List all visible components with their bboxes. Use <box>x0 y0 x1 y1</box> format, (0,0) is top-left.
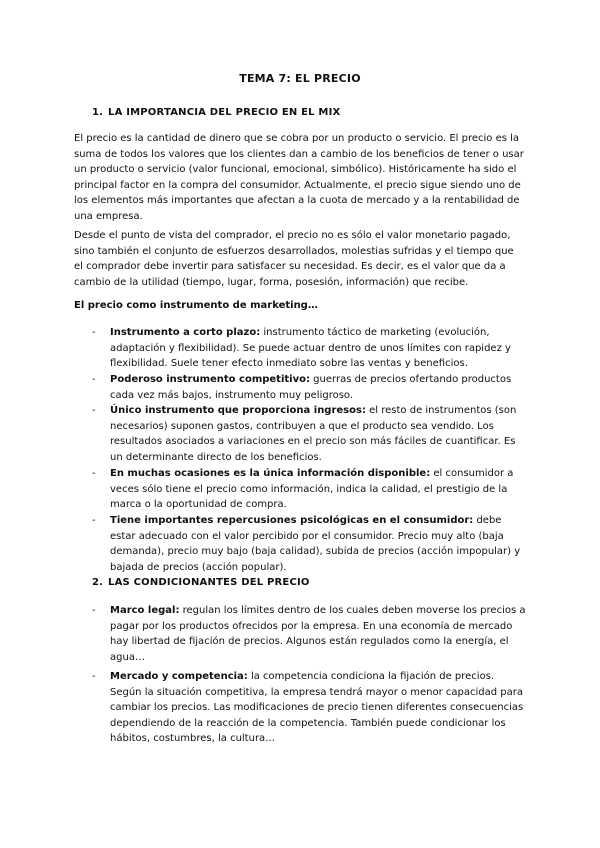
bullet-line: cada vez más bajos, instrumento muy peligroso. <box>110 389 354 401</box>
bullet-line: demanda), precio muy bajo (baja calidad), subida de precios (acción impopular) y <box>110 546 521 558</box>
paragraph-line: El precio es la cantidad de dinero que se cobra por un producto o servicio. El precio es la <box>74 133 520 144</box>
bullet-dash: - <box>92 374 96 385</box>
bullet-line: marca o la oportunidad de compra. <box>110 499 287 511</box>
bullet-dash: - <box>92 671 96 682</box>
bullet-line: dependiendo de la reacción de la competencia. También puede condicionar los <box>110 717 506 729</box>
bullet-line: Según la situación competitiva, la empresa tendrá mayor o menor capacidad para <box>110 686 524 698</box>
subheading-marketing-instrument: El precio como instrumento de marketing… <box>74 300 318 311</box>
paragraph-line: los elementos más importantes que afectan a la cuota de mercado y a la rentabilidad de <box>74 195 520 207</box>
section-1-title: LA IMPORTANCIA DEL PRECIO EN EL MIX <box>108 107 341 118</box>
bullet-line: flexibilidad. Suele tener efecto inmediato sobre las ventas y beneficios. <box>110 358 468 370</box>
paragraph-line: principal factor en la compra del consumidor. Actualmente, el precio sigue siendo uno de <box>74 179 521 191</box>
bullet-text: regulan los límites dentro de los cuales deben moverse los precios a <box>179 605 526 616</box>
bullet-bold-label: Marco legal: <box>110 605 180 616</box>
bullet-bold-label: Tiene importantes repercusiones psicológicas en el consumidor: <box>110 515 474 526</box>
bullet-line: veces sólo tiene el precio como información, indica la calidad, el prestigio de la <box>110 483 508 495</box>
bullet-text: instrumento táctico de marketing (evolución, <box>260 327 490 338</box>
bullet-line: bajada de precios (acción popular). <box>110 561 287 573</box>
section-1-heading <box>92 107 340 118</box>
bullet-line: pagar por los productos ofrecidos por la empresa. En una economía de mercado <box>110 620 513 632</box>
bullet-dash: - <box>92 405 96 416</box>
section-2-number: 2. <box>92 577 104 588</box>
bullet-dash: - <box>92 515 96 526</box>
paragraph-line: suma de todos los valores que los clientes dan a cambio de los beneficios de tener o usar <box>74 148 524 160</box>
paragraph-2 <box>74 228 534 290</box>
section-1-number: 1. <box>92 107 104 118</box>
bullet-line: agua… <box>110 651 145 663</box>
bullet-text: el consumidor a <box>430 468 514 479</box>
bullet-text: la competencia condiciona la fijación de precios. <box>247 671 495 682</box>
bullet-text: debe <box>473 515 502 526</box>
bullet-text: el resto de instrumentos (son <box>365 405 517 416</box>
paragraph-line: el comprador debe invertir para satisfacer su necesidad. Es decir, es el valor que da a <box>74 261 506 273</box>
bullet-line: resultados asociados a variaciones en el precio son más fáciles de cuantificar. Es <box>110 436 516 448</box>
bullet-bold-label: En muchas ocasiones es la única información disponible: <box>110 468 431 479</box>
bullet-text: guerras de precios ofertando productos <box>310 374 512 385</box>
paragraph-line: sino también el conjunto de esfuerzos desarrollados, molestias sufridas y el tiempo que <box>74 245 514 257</box>
paragraph-line: cambio de la utilidad (tiempo, lugar, forma, posesión, información) que recibe. <box>74 276 469 288</box>
bullet-line: estar adecuado con el valor percibido por el consumidor. Precio muy alto (baja <box>110 530 504 542</box>
paragraph-line: una empresa. <box>74 210 143 222</box>
bullet-line: adaptación y flexibilidad). Se puede actuar dentro de unos límites con rapidez y <box>110 342 511 354</box>
bullet-line: hay libertad de fijación de precios. Algunos están regulados como la energía, el <box>110 636 509 648</box>
bullet-dash: - <box>92 468 96 479</box>
paragraph-1 <box>74 131 534 225</box>
bullet-line: hábitos, costumbres, la cultura… <box>110 733 276 745</box>
section-2-heading <box>92 577 310 588</box>
page-title: TEMA 7: EL PRECIO <box>239 72 361 85</box>
bullet-bold-label: Instrumento a corto plazo: <box>110 327 261 338</box>
bullet-dash: - <box>92 327 96 338</box>
bullet-bold-label: Mercado y competencia: <box>110 671 248 682</box>
bullet-line: necesarios) suponen gastos, contribuyen a que el producto sea vendido. Los <box>110 420 494 432</box>
bullet-line: cambiar los precios. Las modificaciones de precio tienen diferentes consecuencias <box>110 702 524 714</box>
bullet-line: un determinante directo de los beneficios. <box>110 451 322 463</box>
bullet-dash: - <box>92 605 96 616</box>
bullet-bold-label: Poderoso instrumento competitivo: <box>110 374 310 385</box>
paragraph-line: un producto o servicio (valor funcional, emocional, simbólico). Históricamente ha sido el <box>74 164 517 176</box>
paragraph-line: Desde el punto de vista del comprador, el precio no es sólo el valor monetario pagado, <box>74 230 511 241</box>
section-2-title: LAS CONDICIONANTES DEL PRECIO <box>108 577 310 588</box>
bullet-bold-label: Único instrumento que proporciona ingresos: <box>110 405 366 416</box>
